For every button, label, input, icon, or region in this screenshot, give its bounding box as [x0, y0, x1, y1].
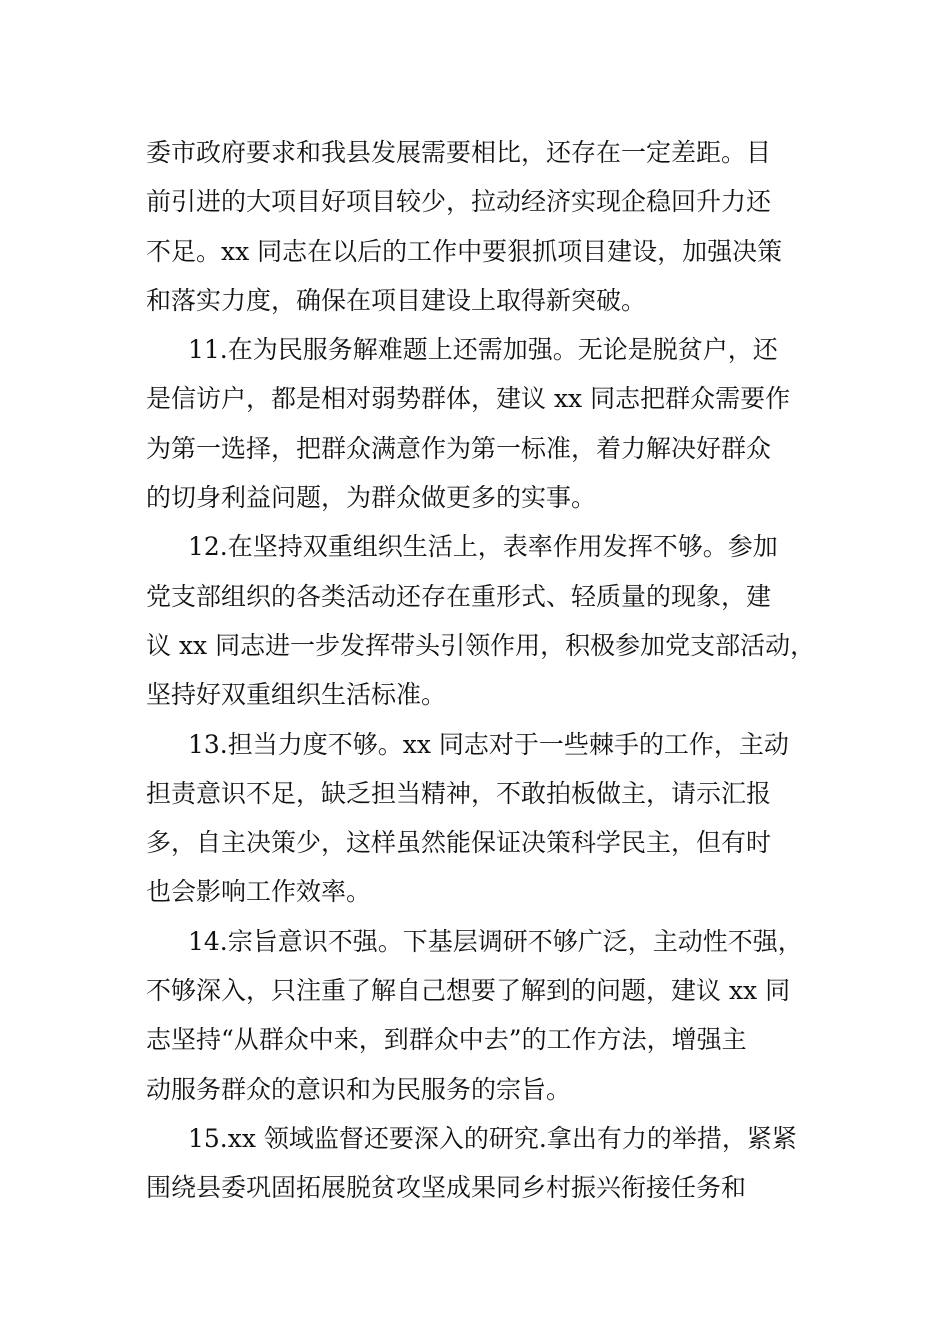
- text-line: 是信访户，都是相对弱势群体，建议 xx 同志把群众需要作: [146, 384, 791, 414]
- text-line: 13.担当力度不够。xx 同志对于一些棘手的工作，主动: [188, 729, 789, 759]
- paragraph-item-13: [146, 720, 816, 917]
- text-line: 12.在坚持双重组织生活上，表率作用发挥不够。参加: [188, 532, 778, 562]
- text-line: 为第一选择，把群众满意作为第一标准，着力解决好群众: [146, 433, 772, 463]
- text-line: 14.宗旨意识不强。下基层调研不够广泛，主动性不强，: [188, 926, 803, 956]
- paragraph-item-11: [146, 325, 816, 522]
- paragraph-item-15: [146, 1114, 816, 1213]
- text-line: 围绕县委巩固拓展脱贫攻坚成果同乡村振兴衔接任务和: [146, 1173, 747, 1203]
- paragraph-item-12: [146, 522, 816, 719]
- paragraph-continuation: [146, 128, 816, 325]
- text-line: 和落实力度，确保在项目建设上取得新突破。: [146, 285, 647, 315]
- text-line: 委市政府要求和我县发展需要相比，还存在一定差距。目: [146, 138, 772, 167]
- text-line: 坚持好双重组织生活标准。: [146, 680, 447, 710]
- text-line: 不够深入，只注重了解自己想要了解到的问题，建议 xx 同: [146, 976, 791, 1006]
- text-line: 议 xx 同志进一步发挥带头引领作用，积极参加党支部活动，: [146, 630, 816, 660]
- text-line: 志坚持“从群众中来，到群众中去”的工作方法，增强主: [146, 1025, 747, 1055]
- text-line: 担责意识不足，缺乏担当精神，不敢拍板做主，请示汇报: [146, 778, 772, 808]
- text-line: 党支部组织的各类活动还存在重形式、轻质量的现象，建: [146, 581, 772, 611]
- text-line: 15.xx 领域监督还要深入的研究.拿出有力的举措，紧紧: [188, 1123, 797, 1153]
- text-line: 不足。xx 同志在以后的工作中要狠抓项目建设，加强决策: [146, 236, 783, 266]
- text-line: 前引进的大项目好项目较少，拉动经济实现企稳回升力还: [146, 187, 772, 217]
- text-line: 的切身利益问题，为群众做更多的实事。: [146, 483, 597, 513]
- text-line: 11.在为民服务解难题上还需加强。无论是脱贫户，还: [188, 335, 778, 365]
- document-body: [146, 128, 816, 1213]
- text-line: 多，自主决策少，这样虽然能保证决策科学民主，但有时: [146, 828, 772, 858]
- paragraph-item-14: [146, 917, 816, 1114]
- text-line: 动服务群众的意识和为民服务的宗旨。: [146, 1074, 572, 1104]
- text-line: 也会影响工作效率。: [146, 877, 372, 907]
